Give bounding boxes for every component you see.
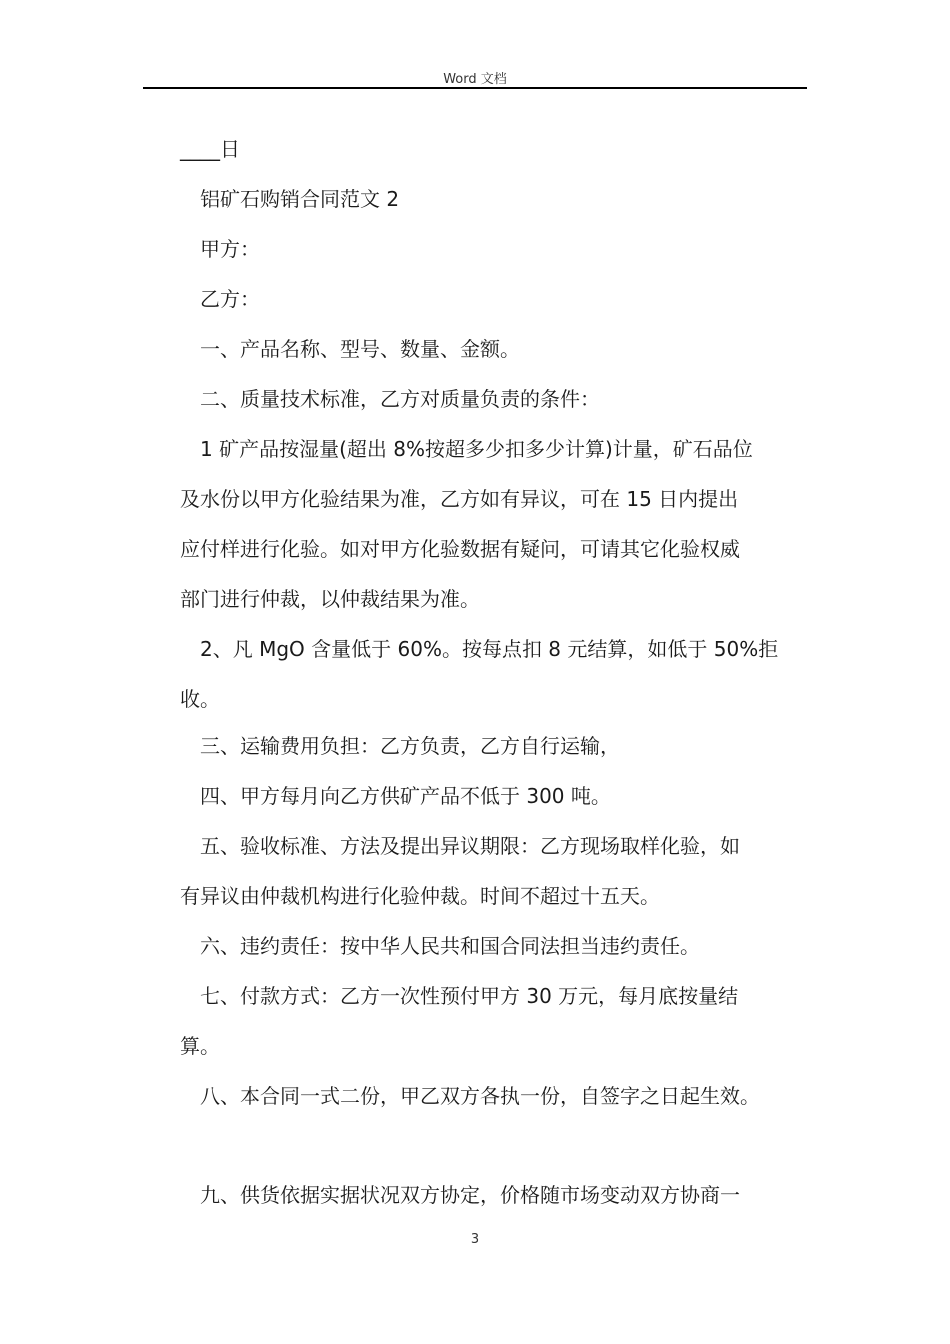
clause-7-line-2: 算。 <box>180 1034 220 1058</box>
party-b-line: 乙方： <box>200 287 260 311</box>
page-number: 3 <box>470 1232 480 1247</box>
header-label: Word 文档 <box>443 72 507 87</box>
clause-2-item-1-line-3: 应付样进行化验。如对甲方化验数据有疑问，可请其它化验权威 <box>180 537 740 561</box>
clause-4: 四、甲方每月向乙方供矿产品不低于 300 吨。 <box>200 784 611 808</box>
clause-7-line-1: 七、付款方式：乙方一次性预付甲方 30 万元，每月底按量结 <box>200 984 739 1008</box>
clause-8: 八、本合同一式二份，甲乙双方各执一份，自签字之日起生效。 <box>200 1084 760 1108</box>
clause-2: 二、质量技术标准，乙方对质量负责的条件： <box>200 387 600 411</box>
clause-2-item-1-line-4: 部门进行仲裁，以仲裁结果为准。 <box>180 587 480 611</box>
document-title: 铝矿石购销合同范文 2 <box>200 187 400 211</box>
clause-2-item-1-line-2: 及水份以甲方化验结果为准，乙方如有异议，可在 15 日内提出 <box>180 487 739 511</box>
clause-2-item-2-line-1: 2、凡 MgO 含量低于 60%。按每点扣 8 元结算，如低于 50%拒 <box>200 637 779 661</box>
date-line: ____日 <box>180 137 240 161</box>
clause-2-item-1-line-1: 1 矿产品按湿量(超出 8%按超多少扣多少计算)计量，矿石品位 <box>200 437 753 461</box>
clause-5-line-2: 有异议由仲裁机构进行化验仲裁。时间不超过十五天。 <box>180 884 660 908</box>
party-a-line: 甲方： <box>200 237 260 261</box>
clause-3: 三、运输费用负担：乙方负责，乙方自行运输， <box>200 734 620 758</box>
header-divider <box>143 87 807 89</box>
clause-9-line-1: 九、供货依据实据状况双方协定，价格随市场变动双方协商一 <box>200 1183 740 1207</box>
clause-6: 六、违约责任：按中华人民共和国合同法担当违约责任。 <box>200 934 700 958</box>
clause-5-line-1: 五、验收标准、方法及提出异议期限：乙方现场取样化验，如 <box>200 834 740 858</box>
clause-1: 一、产品名称、型号、数量、金额。 <box>200 337 520 361</box>
clause-2-item-2-line-2: 收。 <box>180 687 220 711</box>
